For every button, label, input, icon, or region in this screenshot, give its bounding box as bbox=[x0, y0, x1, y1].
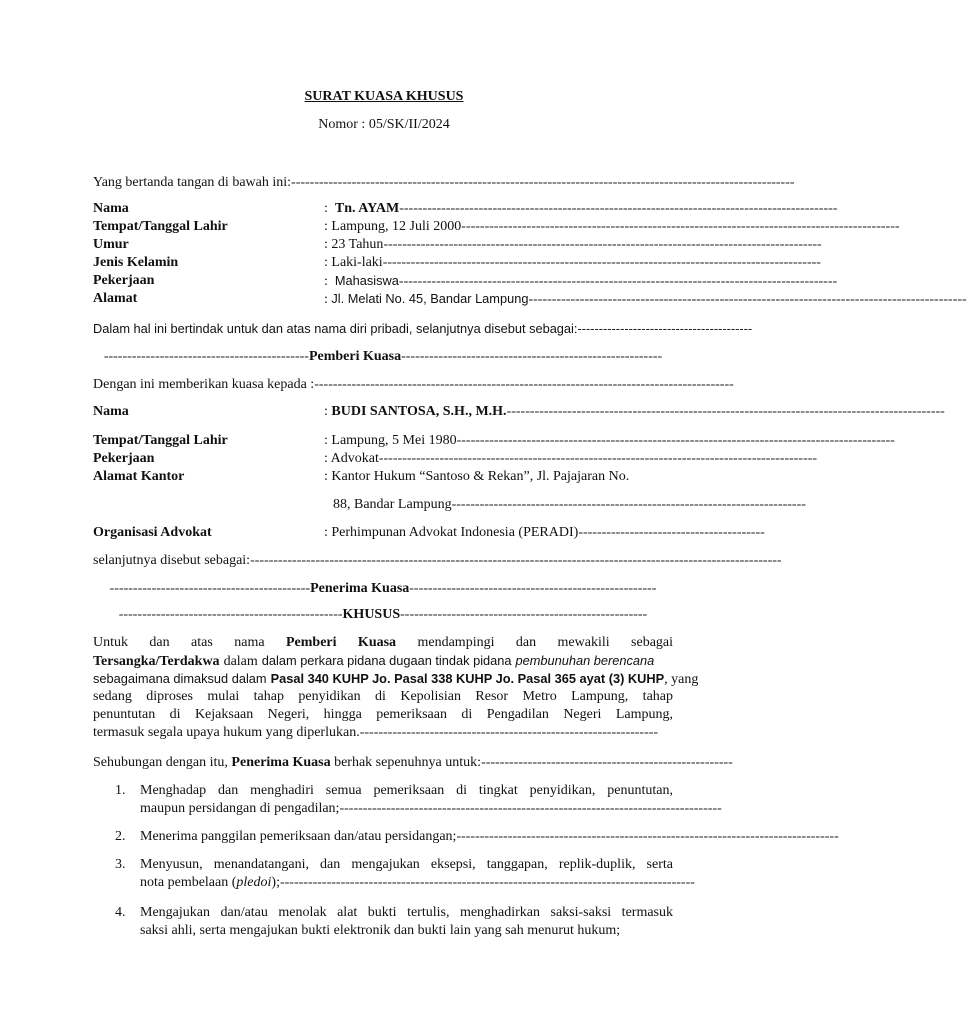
penerima-kantor-row: : Kantor Hukum “Santoso & Rekan”, Jl. Pajajaran No. bbox=[324, 469, 630, 484]
para1-text: termasuk segala upaya hukum yang diperlukan. bbox=[93, 725, 360, 740]
intro-line bbox=[93, 174, 795, 192]
bertindak-text: Dalam hal ini bertindak untuk dan atas nama diri pribadi, selanjutnya disebut sebagai: bbox=[93, 321, 578, 336]
item-text: Menerima panggilan pemeriksaan dan/atau persidangan; bbox=[140, 829, 457, 844]
penerima-nama-row: : BUDI SANTOSA, S.H., M.H.---------------------------------------------------------------------------------------------- bbox=[324, 404, 945, 419]
para1-text: dalam bbox=[223, 654, 258, 669]
penerima-org-label: Organisasi Advokat bbox=[93, 525, 212, 540]
pemberi-pekerjaan-row: : Mahasiswa---------------------------------------------------------------------------------------------- bbox=[324, 273, 838, 289]
item-pledoi: pledoi bbox=[236, 875, 272, 890]
para1-pasal: Pasal 340 KUHP Jo. Pasal 338 KUHP Jo. Pasal 365 ayat (3) KUHP bbox=[270, 671, 665, 686]
penerima-org-value: Perhimpunan Advokat Indonesia (PERADI) bbox=[331, 525, 579, 540]
intro-text: Yang bertanda tangan di bawah ini: bbox=[93, 175, 292, 190]
document-title: SURAT KUASA KHUSUS bbox=[304, 89, 464, 104]
dash-filler: ---------------------------------------------------------------------------------------------- bbox=[528, 292, 967, 307]
dash-filler: ---------------------------------------------------------------------------------------------- bbox=[383, 237, 822, 252]
dash-filler: ---------------------------------------- bbox=[578, 525, 765, 540]
dash-filler: ---------------------------------------------------------------- bbox=[359, 725, 659, 740]
item-4-line-2: saksi ahli, serta mengajukan bukti elektronik dan bukti lain yang sah menurut hukum; bbox=[140, 923, 621, 938]
khusus-heading-line bbox=[93, 606, 673, 624]
item-number: 3. bbox=[115, 857, 126, 872]
dash-filler: ----------------------------------------------------------------------------------------- bbox=[279, 875, 695, 890]
pemberi-nama-row: : Tn. AYAM---------------------------------------------------------------------------------------------- bbox=[324, 201, 838, 216]
penerima-kantor-label: Alamat Kantor bbox=[93, 469, 185, 484]
dash-filler: ------------------------------------------------------------------------------------------ bbox=[314, 377, 734, 392]
pemberi-alamat-row: : Jl. Melati No. 45, Bandar Lampung---------------------------------------------------------------------------------------------- bbox=[324, 291, 967, 307]
pemberi-umur-row: : 23 Tahun---------------------------------------------------------------------------------------------- bbox=[324, 237, 822, 252]
item-1-line-1: Menghadap dan menghadiri semua pemeriksaan di tingkat penyidikan, penuntutan, bbox=[140, 783, 673, 798]
para1-text: Untuk dan atas nama bbox=[93, 635, 265, 650]
pemberi-alamat-value: Jl. Melati No. 45, Bandar Lampung bbox=[331, 291, 529, 306]
dash-filler: ---------------------------------------------------------------------------------------------- bbox=[398, 274, 838, 289]
dash-filler: ----------------------------------------------------- bbox=[400, 607, 648, 622]
penerima-ttl-label: Tempat/Tanggal Lahir bbox=[93, 433, 228, 448]
sehubungan-penerima-kuasa: Penerima Kuasa bbox=[231, 755, 331, 770]
penerima-kuasa-heading: Penerima Kuasa bbox=[310, 581, 410, 596]
dash-filler: ------------------------------------------------------ bbox=[481, 755, 733, 770]
item-number: 1. bbox=[115, 783, 126, 798]
pemberi-jk-value: Laki-laki bbox=[331, 255, 383, 270]
bertindak-line bbox=[93, 320, 753, 338]
selanjutnya-line bbox=[93, 552, 782, 570]
item-number: 2. bbox=[115, 829, 126, 844]
para1-line-3 bbox=[93, 670, 699, 689]
item-3-line-1: Menyusun, menandatangani, dan mengajukan eksepsi, tanggapan, replik-duplik, serta bbox=[140, 857, 673, 872]
dash-filler: ---------------------------------------------------------------------------------------------- bbox=[456, 433, 895, 448]
document-number: Nomor : 05/SK/II/2024 bbox=[318, 117, 450, 132]
sehubungan-text: Sehubungan dengan itu, bbox=[93, 755, 228, 770]
pemberi-pekerjaan-value: Mahasiswa bbox=[334, 273, 399, 288]
item-1-line-2 bbox=[140, 800, 722, 818]
dash-filler: ---------------------------------------------------------------------------------- bbox=[456, 829, 839, 844]
sehubungan-line bbox=[93, 754, 733, 772]
pemberi-pekerjaan-label: Pekerjaan bbox=[93, 273, 155, 288]
penerima-ttl-value: Lampung, 5 Mei 1980 bbox=[331, 433, 457, 448]
para1-text: dalam perkara pidana dugaan tindak pidana bbox=[261, 653, 512, 668]
para1-crime: pembunuhan berencana bbox=[515, 653, 655, 668]
para1-line-5: penuntutan di Kejaksaan Negeri, hingga pemeriksaan di Pengadilan Negeri Lampung, bbox=[93, 707, 673, 722]
item-2-line-1 bbox=[140, 828, 839, 846]
sehubungan-text: berhak sepenuhnya untuk: bbox=[334, 755, 482, 770]
penerima-kantor-value-1: Kantor Hukum “Santoso & Rekan”, Jl. Pajajaran No. bbox=[331, 469, 630, 484]
pemberi-nama-label: Nama bbox=[93, 201, 129, 216]
pemberi-ttl-value: Lampung, 12 Juli 2000 bbox=[331, 219, 462, 234]
khusus-heading: KHUSUS bbox=[342, 607, 401, 622]
pemberi-jk-row: : Laki-laki---------------------------------------------------------------------------------------------- bbox=[324, 255, 821, 270]
para1-text: , yang bbox=[664, 672, 699, 687]
para1-line-1 bbox=[93, 634, 673, 652]
dash-filler: ------------------------------------------- bbox=[109, 581, 311, 596]
pemberi-ttl-row: : Lampung, 12 Juli 2000---------------------------------------------------------------------------------------------- bbox=[324, 219, 900, 234]
dash-filler: ----------------------------------------- bbox=[577, 321, 753, 336]
pemberi-umur-label: Umur bbox=[93, 237, 129, 252]
penerima-kantor-value-2: 88, Bandar Lampung bbox=[333, 497, 452, 512]
penerima-pekerjaan-row: : Advokat---------------------------------------------------------------------------------------------- bbox=[324, 451, 818, 466]
dash-filler: ----------------------------------------------------- bbox=[409, 581, 657, 596]
para1-line-2 bbox=[93, 652, 673, 671]
item-number: 4. bbox=[115, 905, 126, 920]
dengan-ini-line bbox=[93, 376, 734, 394]
penerima-pekerjaan-label: Pekerjaan bbox=[93, 451, 155, 466]
pemberi-nama-value: Tn. AYAM bbox=[334, 201, 400, 216]
item-text: nota pembelaan ( bbox=[140, 875, 237, 890]
dash-filler: ------------------------------------------------------------------------------------------------------------------ bbox=[250, 553, 782, 568]
penerima-ttl-row: : Lampung, 5 Mei 1980---------------------------------------------------------------------------------------------- bbox=[324, 433, 895, 448]
para1-line-4: sedang diproses mulai tahap penyidikan di Kepolisian Resor Metro Lampung, tahap bbox=[93, 689, 673, 704]
penerima-kuasa-heading-line bbox=[93, 580, 673, 598]
pemberi-ttl-label: Tempat/Tanggal Lahir bbox=[93, 219, 228, 234]
dash-filler: ---------------------------------------------------------------------------------------------- bbox=[382, 255, 821, 270]
dash-filler: -------------------------------------------- bbox=[103, 349, 309, 364]
dash-filler: -------------------------------------------------------- bbox=[401, 349, 663, 364]
dash-filler: ---------------------------------------------------------------------------------------------- bbox=[506, 404, 945, 419]
dash-filler: ---------------------------------------------------------------------------------------------- bbox=[461, 219, 900, 234]
para1-text: mendampingi dan mewakili sebagai bbox=[417, 635, 674, 650]
item-3-line-2 bbox=[140, 874, 695, 892]
para1-line-6 bbox=[93, 724, 659, 742]
para1-text: sebagaimana dimaksud dalam bbox=[93, 671, 267, 686]
penerima-pekerjaan-value: Advokat bbox=[330, 451, 379, 466]
pemberi-jk-label: Jenis Kelamin bbox=[93, 255, 179, 270]
para1-pemberi-kuasa: Pemberi Kuasa bbox=[285, 635, 397, 650]
dengan-ini-text: Dengan ini memberikan kuasa kepada : bbox=[93, 377, 315, 392]
pemberi-kuasa-heading-line bbox=[93, 348, 673, 366]
pemberi-kuasa-heading: Pemberi Kuasa bbox=[308, 349, 402, 364]
dash-filler: ---------------------------------------------------------------------------------------------- bbox=[399, 201, 838, 216]
item-4-line-1: Mengajukan dan/atau menolak alat bukti tertulis, menghadirkan saksi-saksi termasuk bbox=[140, 905, 673, 920]
dash-filler: ---------------------------------------------------------------------------------------------- bbox=[378, 451, 818, 466]
penerima-org-row: : Perhimpunan Advokat Indonesia (PERADI)---------------------------------------- bbox=[324, 525, 765, 540]
dash-filler: ------------------------------------------------------------------------------------------------------------ bbox=[291, 175, 795, 190]
dash-filler: ---------------------------------------------------------------------------- bbox=[451, 497, 806, 512]
penerima-nama-label: Nama bbox=[93, 404, 129, 419]
pemberi-alamat-label: Alamat bbox=[93, 291, 138, 306]
pemberi-umur-value: 23 Tahun bbox=[331, 237, 384, 252]
selanjutnya-text: selanjutnya disebut sebagai: bbox=[93, 553, 251, 568]
para1-tersangka: Tersangka/Terdakwa bbox=[93, 654, 220, 669]
penerima-kantor-row-2 bbox=[333, 496, 806, 514]
dash-filler: ------------------------------------------------ bbox=[118, 607, 343, 622]
item-text: maupun persidangan di pengadilan; bbox=[140, 801, 340, 816]
dash-filler: ---------------------------------------------------------------------------------- bbox=[339, 801, 722, 816]
penerima-nama-value: BUDI SANTOSA, S.H., M.H. bbox=[331, 404, 507, 419]
item-text: ); bbox=[271, 875, 280, 890]
